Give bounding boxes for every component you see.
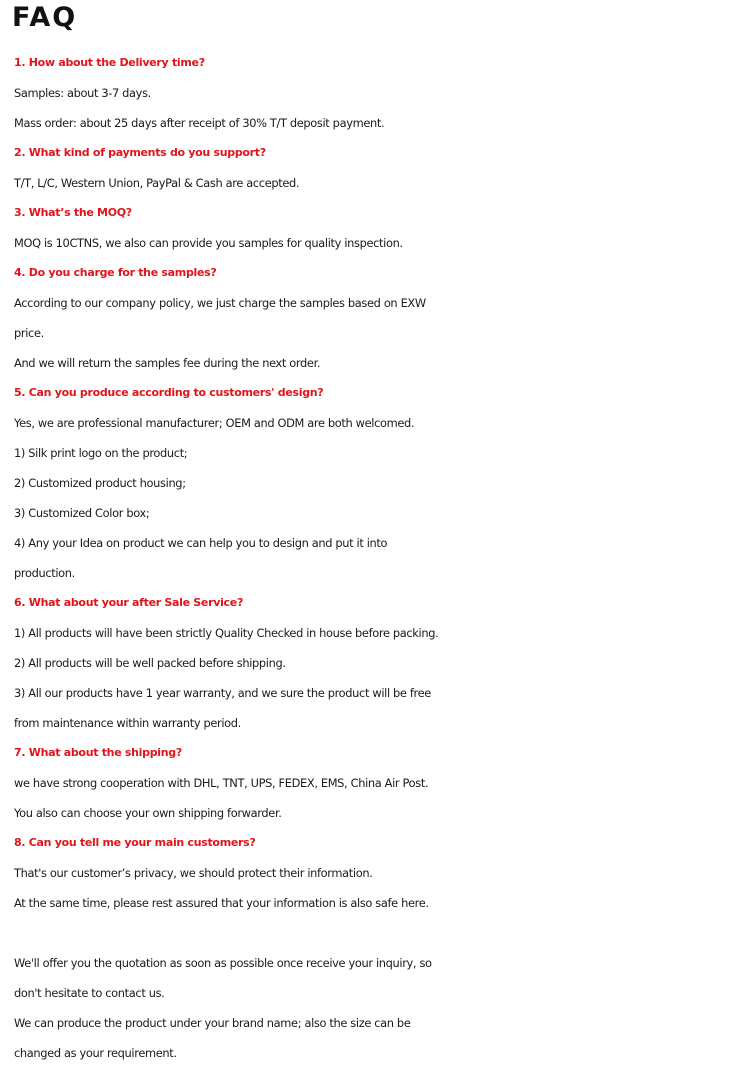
faq-question: 4. Do you charge for the samples?	[14, 266, 217, 279]
faq-question: 2. What kind of payments do you support?	[14, 146, 266, 159]
faq-answer-line: According to our company policy, we just charge the samples based on EXW	[14, 296, 426, 310]
faq-item	[14, 378, 750, 588]
faq-answer-line: At the same time, please rest assured that your information is also safe here.	[14, 896, 429, 910]
section-spacer	[14, 918, 750, 948]
faq-question: 6. What about your after Sale Service?	[14, 596, 244, 609]
closing-line: changed as your requirement.	[14, 1046, 177, 1060]
faq-answer-line: That's our customer’s privacy, we should protect their information.	[14, 866, 373, 880]
faq-answer-line: 3) Customized Color box;	[14, 506, 150, 520]
faq-answer-line: we have strong cooperation with DHL, TNT, UPS, FEDEX, EMS, China Air Post.	[14, 776, 429, 790]
faq-list	[14, 48, 750, 918]
faq-answer-line: 1) Silk print logo on the product;	[14, 446, 188, 460]
faq-question: 5. Can you produce according to customers' design?	[14, 386, 324, 399]
faq-item	[14, 138, 750, 198]
faq-question: 7. What about the shipping?	[14, 746, 182, 759]
faq-answer-line: price.	[14, 326, 44, 340]
closing-line: We'll offer you the quotation as soon as possible once receive your inquiry, so	[14, 956, 432, 970]
faq-answer-line: And we will return the samples fee during the next order.	[14, 356, 321, 370]
faq-answer-line: 2) Customized product housing;	[14, 476, 186, 490]
faq-answer-line: T/T, L/C, Western Union, PayPal & Cash are accepted.	[14, 176, 300, 190]
faq-answer-line: You also can choose your own shipping forwarder.	[14, 806, 282, 820]
faq-answer-line: production.	[14, 566, 75, 580]
closing-line: don't hesitate to contact us.	[14, 986, 165, 1000]
closing-notes	[14, 948, 750, 1068]
page-title: FAQ	[12, 2, 78, 33]
closing-line: We can produce the product under your brand name; also the size can be	[14, 1016, 411, 1030]
faq-answer-line: 2) All products will be well packed before shipping.	[14, 656, 286, 670]
faq-item	[14, 738, 750, 828]
faq-item	[14, 258, 750, 378]
faq-item	[14, 48, 750, 138]
faq-question: 3. What’s the MOQ?	[14, 206, 132, 219]
faq-answer-line: Yes, we are professional manufacturer; OEM and ODM are both welcomed.	[14, 416, 415, 430]
faq-answer-line: Samples: about 3-7 days.	[14, 86, 151, 100]
faq-question: 8. Can you tell me your main customers?	[14, 836, 256, 849]
faq-question: 1. How about the Delivery time?	[14, 56, 205, 69]
faq-item	[14, 198, 750, 258]
faq-item	[14, 588, 750, 738]
faq-answer-line: 1) All products will have been strictly Quality Checked in house before packing.	[14, 626, 439, 640]
faq-item	[14, 828, 750, 918]
faq-answer-line: MOQ is 10CTNS, we also can provide you samples for quality inspection.	[14, 236, 403, 250]
faq-answer-line: from maintenance within warranty period.	[14, 716, 241, 730]
faq-answer-line: 3) All our products have 1 year warranty, and we sure the product will be free	[14, 686, 431, 700]
faq-answer-line: 4) Any your Idea on product we can help you to design and put it into	[14, 536, 388, 550]
faq-answer-line: Mass order: about 25 days after receipt of 30% T/T deposit payment.	[14, 116, 385, 130]
